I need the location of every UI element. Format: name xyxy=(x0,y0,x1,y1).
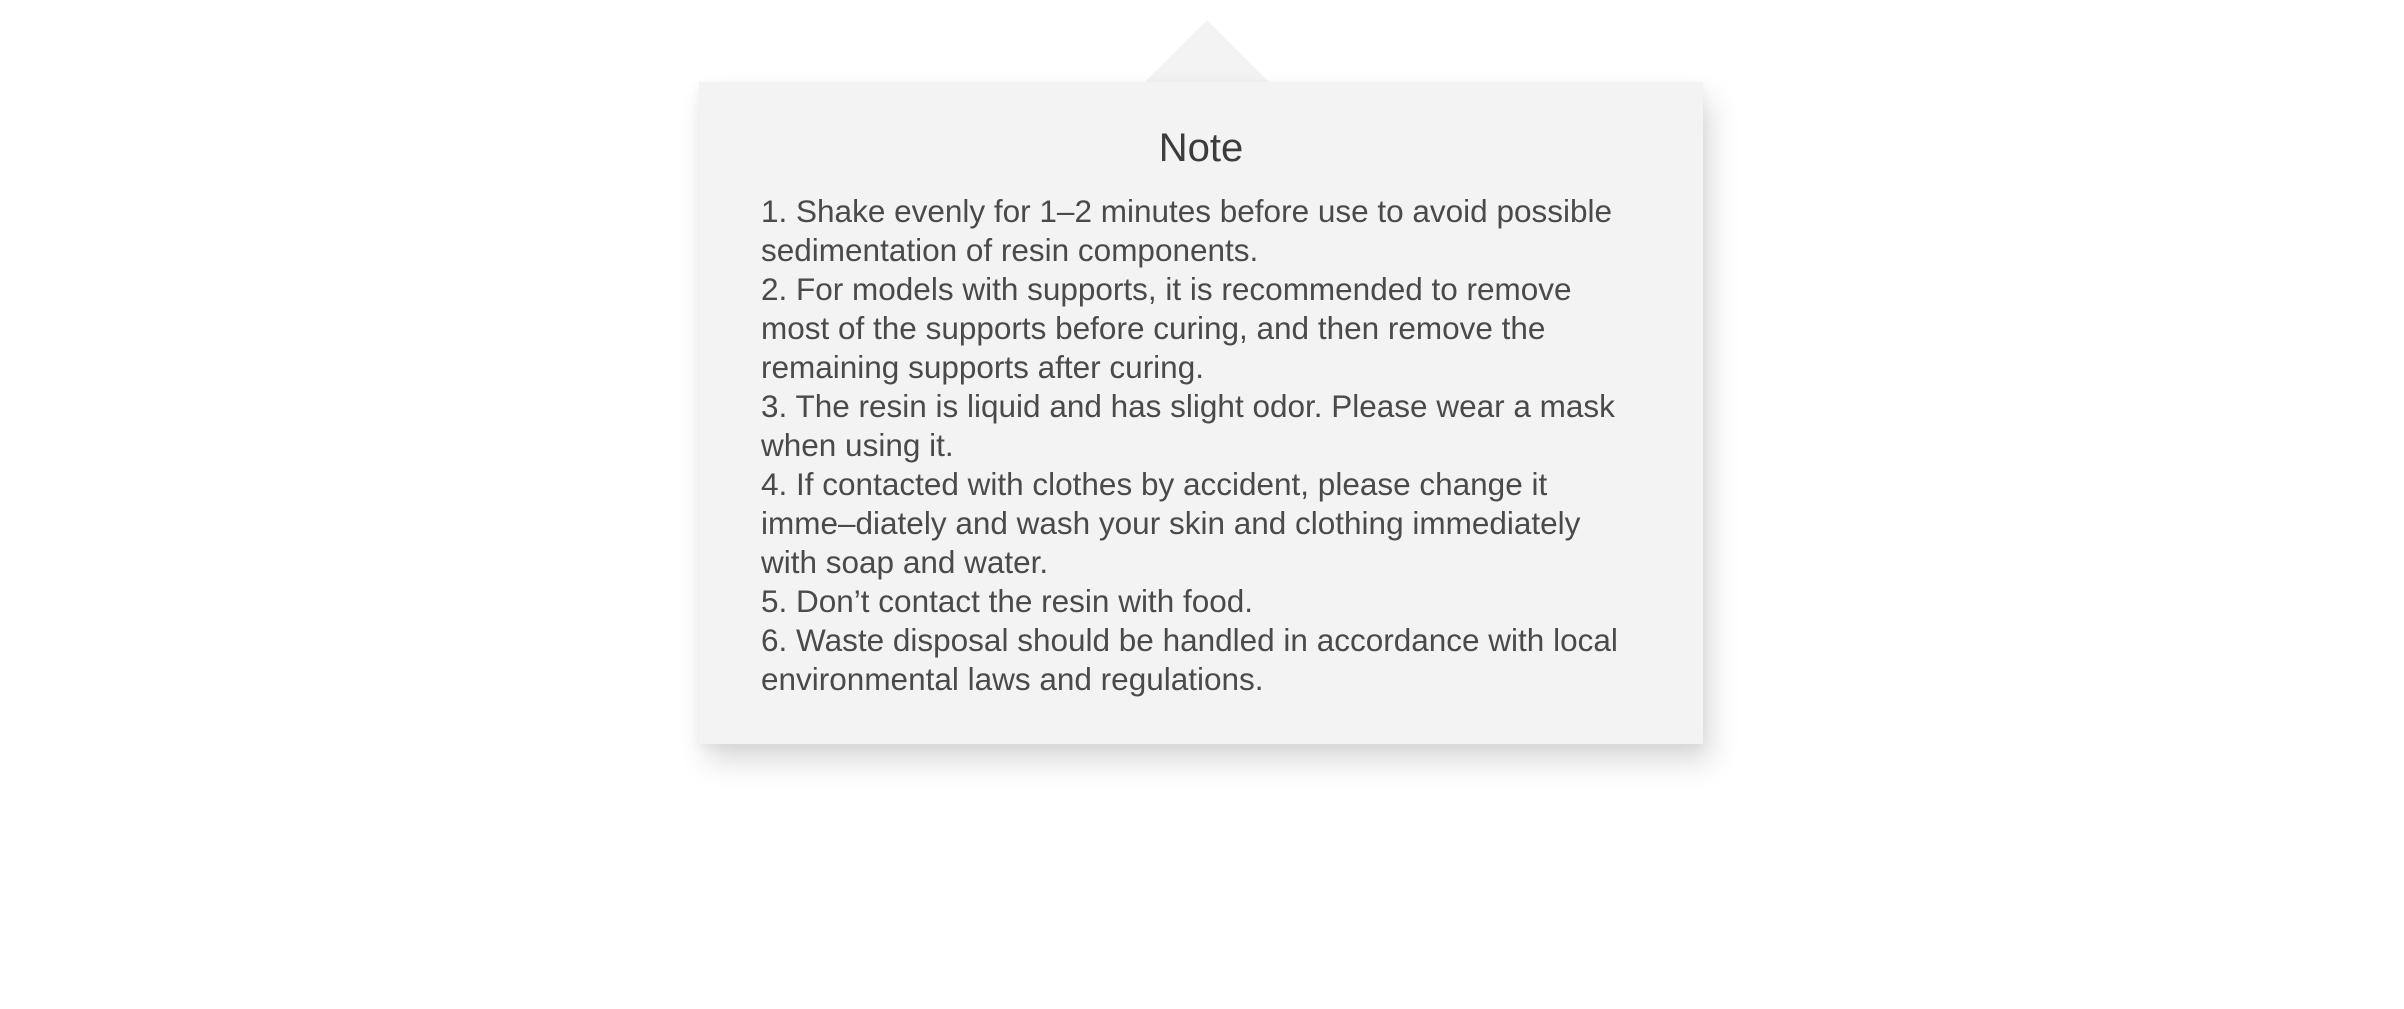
callout-pointer xyxy=(1145,20,1269,82)
note-item-3: 3. The resin is liquid and has slight odor. Please wear a mask when using it. xyxy=(761,388,1615,463)
note-item-5: 5. Don’t contact the resin with food. xyxy=(761,583,1254,619)
note-item-1: 1. Shake evenly for 1–2 minutes before use to avoid possible sedimentation of resin components. xyxy=(761,193,1613,268)
note-item-2: 2. For models with supports, it is recommended to remove most of the supports before curing, and then remove the remaining supports after curing. xyxy=(761,271,1572,385)
note-list xyxy=(761,192,1641,699)
note-title: Note xyxy=(1158,126,1244,170)
note-item-6: 6. Waste disposal should be handled in accordance with local environmental laws and regulations. xyxy=(761,622,1618,697)
note-item-4: 4. If contacted with clothes by accident, please change it imme–diately and wash your skin and clothing immediately with soap and water. xyxy=(761,466,1581,580)
note-card xyxy=(699,82,1703,744)
